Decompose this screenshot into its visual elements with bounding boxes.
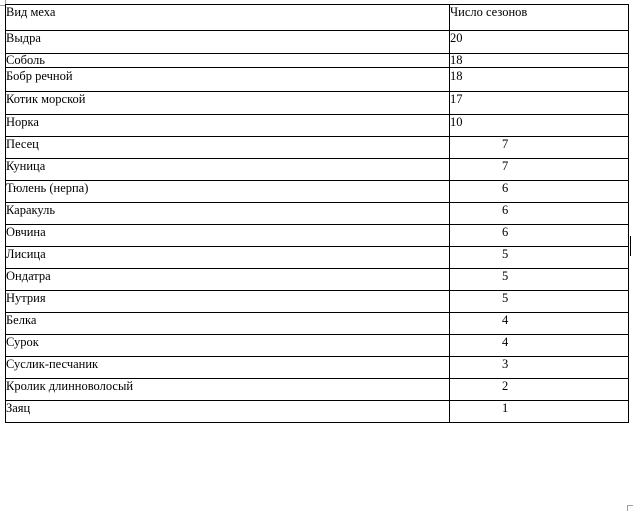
- table-row: [6, 357, 629, 379]
- table-row: [6, 31, 629, 54]
- seasons-cell[interactable]: 1: [450, 401, 629, 423]
- fur-seasons-table: [5, 4, 629, 423]
- seasons-cell[interactable]: 7: [450, 159, 629, 181]
- fur-type-cell[interactable]: Куница: [6, 159, 450, 181]
- seasons-cell[interactable]: 5: [450, 269, 629, 291]
- seasons-cell[interactable]: 2: [450, 379, 629, 401]
- seasons-cell[interactable]: 20: [450, 31, 629, 54]
- table-row: [6, 68, 629, 92]
- seasons-cell[interactable]: 6: [450, 203, 629, 225]
- table-row: [6, 54, 629, 68]
- seasons-cell[interactable]: 10: [450, 115, 629, 137]
- fur-type-cell[interactable]: Песец: [6, 137, 450, 159]
- table-row: [6, 313, 629, 335]
- table-row: [6, 92, 629, 115]
- table-row: [6, 159, 629, 181]
- table-row: [6, 247, 629, 269]
- table-row: [6, 401, 629, 423]
- fur-type-cell[interactable]: Ондатра: [6, 269, 450, 291]
- fur-type-cell[interactable]: Каракуль: [6, 203, 450, 225]
- seasons-cell[interactable]: 6: [450, 225, 629, 247]
- header-fur-type[interactable]: Вид меха: [6, 5, 450, 31]
- seasons-cell[interactable]: 6: [450, 181, 629, 203]
- fur-type-cell[interactable]: Белка: [6, 313, 450, 335]
- table-row: [6, 203, 629, 225]
- seasons-cell[interactable]: 17: [450, 92, 629, 115]
- seasons-cell[interactable]: 4: [450, 313, 629, 335]
- fur-type-cell[interactable]: Нутрия: [6, 291, 450, 313]
- seasons-cell[interactable]: 3: [450, 357, 629, 379]
- table-row: [6, 269, 629, 291]
- text-boundary-corner-bottom-right: [627, 505, 633, 511]
- table-header-row: [6, 5, 629, 31]
- seasons-cell[interactable]: 5: [450, 291, 629, 313]
- fur-type-cell[interactable]: Соболь: [6, 54, 450, 68]
- fur-type-cell[interactable]: Кролик длинноволосый: [6, 379, 450, 401]
- table-row: [6, 137, 629, 159]
- fur-type-cell[interactable]: Лисица: [6, 247, 450, 269]
- text-cursor: [630, 236, 631, 256]
- fur-type-cell[interactable]: Заяц: [6, 401, 450, 423]
- table-row: [6, 379, 629, 401]
- fur-type-cell[interactable]: Сурок: [6, 335, 450, 357]
- fur-type-cell[interactable]: Бобр речной: [6, 68, 450, 92]
- seasons-cell[interactable]: 4: [450, 335, 629, 357]
- fur-type-cell[interactable]: Выдра: [6, 31, 450, 54]
- table-row: [6, 335, 629, 357]
- table-row: [6, 181, 629, 203]
- table-row: [6, 225, 629, 247]
- seasons-cell[interactable]: 7: [450, 137, 629, 159]
- seasons-cell[interactable]: 18: [450, 54, 629, 68]
- fur-type-cell[interactable]: Тюлень (нерпа): [6, 181, 450, 203]
- seasons-cell[interactable]: 18: [450, 68, 629, 92]
- fur-type-cell[interactable]: Суслик-песчаник: [6, 357, 450, 379]
- table-row: [6, 291, 629, 313]
- fur-type-cell[interactable]: Котик морской: [6, 92, 450, 115]
- table-row: [6, 115, 629, 137]
- header-seasons[interactable]: Число сезонов: [450, 5, 629, 31]
- fur-type-cell[interactable]: Овчина: [6, 225, 450, 247]
- fur-type-cell[interactable]: Норка: [6, 115, 450, 137]
- seasons-cell[interactable]: 5: [450, 247, 629, 269]
